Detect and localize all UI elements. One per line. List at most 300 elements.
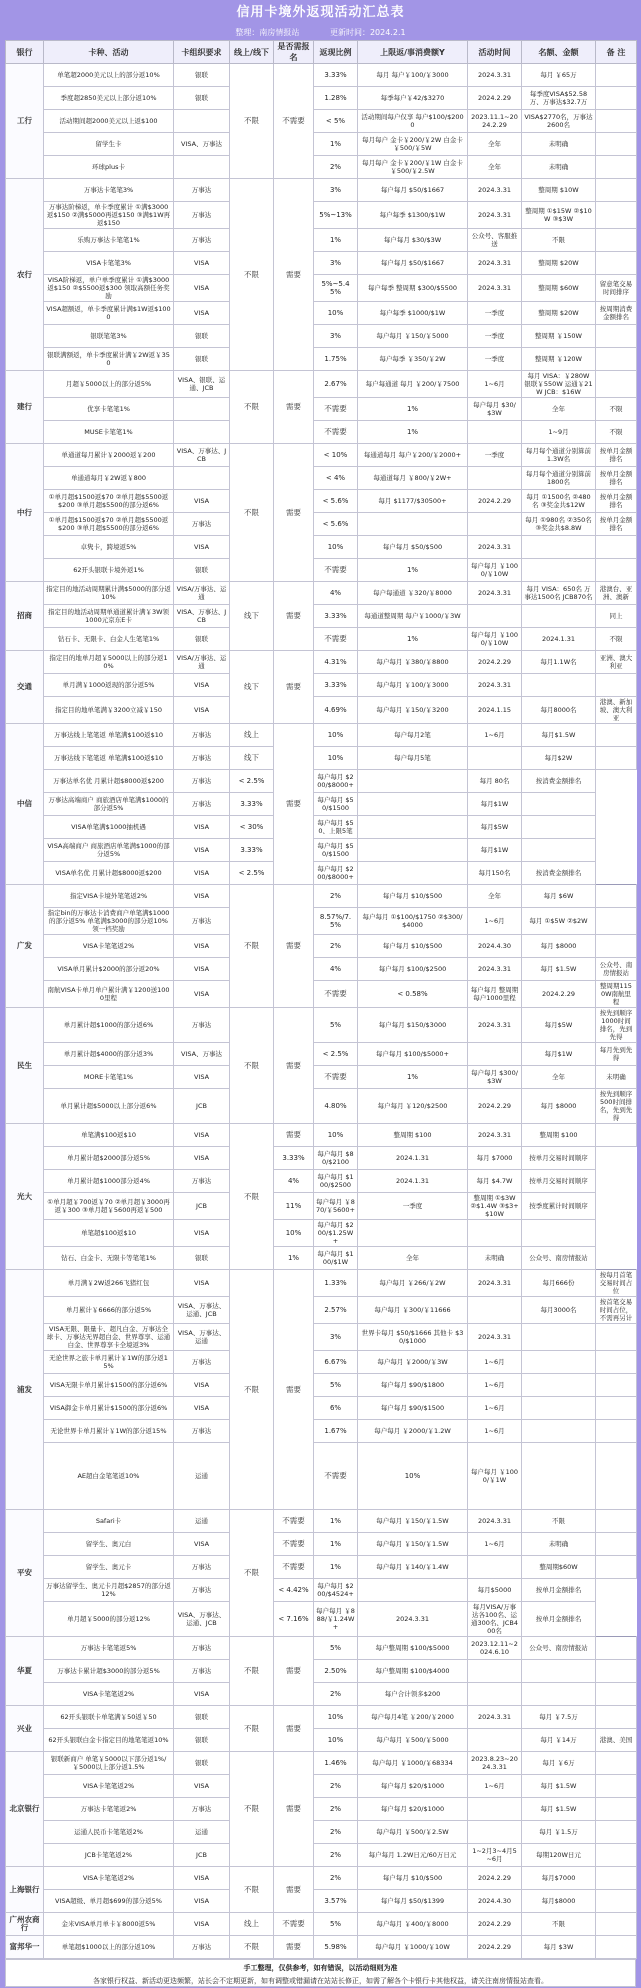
activity-time: 2024.3.31 — [468, 1270, 522, 1297]
cap-amount: 每户每月 整周期 每户1000里程 — [468, 981, 522, 1008]
card-org: VISA — [174, 1867, 230, 1890]
rebate-rate: 1.46% — [314, 1752, 358, 1775]
signup-required: 不需要 — [314, 398, 358, 421]
card-activity: 万事达卡笔笔3% — [44, 179, 174, 202]
card-activity: ①单月超$1500返$70 ②单月超$5500返$200 ③单月超$5500的部分返6% — [44, 490, 174, 513]
card-activity: 单笔超2000美元以上的部分返10% — [44, 64, 174, 87]
card-activity: VISA超额返，单卡季度累计满$1W返$1000 — [44, 302, 174, 325]
footer-disclaimer: 手工整理，仅供参考，如有错误，以活动细则为准 — [243, 1964, 398, 1972]
remark — [596, 1124, 637, 1147]
activity-time: 2024.3.31 — [468, 179, 522, 202]
rebate-rate: 3% — [314, 1324, 358, 1351]
card-activity: VISA单月累计$2000的部分返20% — [44, 958, 174, 981]
card-activity: 单月超￥5000的部分返12% — [44, 1602, 174, 1637]
card-activity: VISA阶梯返，单户单季度累计 ①满$3000返$150 ②$5500返$300 领取高额任务奖励 — [44, 275, 174, 302]
activity-time: 2024.2.29 — [468, 1936, 522, 1959]
card-org: VISA — [174, 1066, 230, 1089]
cap-amount: 每户每月 ￥120/$2500 — [358, 1089, 468, 1124]
activity-time: 全年 — [468, 885, 522, 908]
activity-time — [358, 816, 468, 839]
cap-amount: 每户每季 ￥350/￥2W — [358, 348, 468, 371]
remark — [596, 202, 637, 229]
cap-amount: 每户每月 $30/$3W — [468, 398, 522, 421]
remark: 按单月交易时间顺序 — [522, 1147, 596, 1170]
cap-amount: 每户每月 ￥1000/￥1W — [468, 1443, 522, 1510]
bank-name: 光大 — [6, 1124, 44, 1270]
remark: 港澳、美国 — [596, 1729, 637, 1752]
remark — [596, 1324, 637, 1351]
quota-amount: 每月1.1W名 — [522, 651, 596, 674]
activity-time: 2023.11.1~2024.2.29 — [468, 110, 522, 133]
card-org: VISA — [174, 1890, 230, 1913]
activity-time — [468, 1043, 522, 1066]
cap-amount: 每户每月 ￥1000/￥10W — [468, 559, 522, 582]
bank-name: 建行 — [6, 371, 44, 444]
rebate-rate: 3.33% — [314, 605, 358, 628]
quota-amount: 每月 ￥14万 — [522, 1729, 596, 1752]
card-activity: 62开头银联白金卡指定目的地笔笔返10% — [44, 1729, 174, 1752]
activity-time: 2024.3.31 — [468, 1324, 522, 1351]
card-org: 银联 — [174, 1247, 230, 1270]
card-org: 万事达 — [174, 1556, 230, 1579]
remark — [596, 87, 637, 110]
table-row — [6, 1798, 637, 1821]
activity-time: 1~2月3~4月5~6月 — [468, 1844, 522, 1867]
footer — [5, 1959, 636, 1987]
card-activity: 环球plus卡 — [44, 156, 174, 179]
activity-time: 2023.8.23~2024.3.31 — [468, 1752, 522, 1775]
card-activity: AE超白金笔笔返10% — [44, 1443, 174, 1510]
quota-amount: 每季度VISA$52.58万、万事达$32.7万 — [522, 87, 596, 110]
card-org: 万事达 — [174, 1637, 230, 1660]
table-row — [6, 1890, 637, 1913]
table-row — [6, 1752, 637, 1775]
activity-time — [468, 1798, 522, 1821]
card-org: 银联 — [174, 1752, 230, 1775]
online-offline: 不限 — [230, 885, 274, 1008]
card-activity: 万事达卡笔笔返5% — [44, 1637, 174, 1660]
bank-name: 富邦华一 — [6, 1936, 44, 1959]
online-offline: 不限 — [230, 1936, 274, 1959]
card-activity: JCB卡笔笔返2% — [44, 1844, 174, 1867]
rebate-rate: 2% — [314, 1798, 358, 1821]
card-activity: VISA单名优 月累计超$8000返$200 — [44, 862, 174, 885]
activity-time: 2024.3.31 — [468, 1510, 522, 1533]
cap-amount: 每户每月 $10/$500 — [358, 1867, 468, 1890]
quota-amount: 整周期 ￥120W — [522, 348, 596, 371]
activity-time — [358, 862, 468, 885]
card-org: VISA — [174, 1913, 230, 1936]
remark: 按单月金额排名 — [596, 490, 637, 513]
online-offline: 不限 — [230, 1752, 274, 1867]
card-activity: VISA卡笔笔3% — [44, 252, 174, 275]
table-row — [6, 1913, 637, 1936]
quota-amount: 不限 — [522, 1913, 596, 1936]
quota-amount: 每期120W日元 — [522, 1844, 596, 1867]
card-org: JCB — [174, 1089, 230, 1124]
cap-amount: 每户每月 $50、上限5笔 — [314, 816, 358, 839]
rebate-rate: < 2.5% — [230, 862, 274, 885]
card-activity: Safari卡 — [44, 1510, 174, 1533]
quota-amount — [522, 1683, 596, 1706]
card-org: 运通 — [174, 1510, 230, 1533]
table-row — [6, 371, 637, 398]
table-row — [6, 935, 637, 958]
card-activity: 指定目的地活动周期单通道累计满￥3W领1000元京东E卡 — [44, 605, 174, 628]
rebate-rate: 4% — [314, 958, 358, 981]
table-row — [6, 1821, 637, 1844]
card-activity: 钻石卡、无限卡、白金人生笔笔1% — [44, 628, 174, 651]
remark: 按单月交易时间顺序 — [522, 1170, 596, 1193]
table-row — [6, 1247, 637, 1270]
quota-amount: 未明确 — [468, 1247, 522, 1270]
rebate-rate: 5% — [314, 1913, 358, 1936]
card-activity: 单月累计￥6666的部分返5% — [44, 1297, 174, 1324]
remark — [596, 1683, 637, 1706]
card-org: 银联 — [174, 1706, 230, 1729]
online-offline: 不限 — [230, 1510, 274, 1637]
quota-amount: 每月 $8000 — [522, 1089, 596, 1124]
remark: 每月先到先得 — [596, 1043, 637, 1066]
signup-required: 需要 — [274, 582, 314, 651]
quota-amount: 每月$1.5W — [522, 724, 596, 747]
online-offline: 不限 — [230, 1867, 274, 1913]
quota-amount: 未明确 — [522, 156, 596, 179]
table-row — [6, 1374, 637, 1397]
cap-amount: 每户每月4笔 ￥200/￥2000 — [358, 1706, 468, 1729]
cap-amount: 每户每月 ￥500/￥5000 — [358, 1729, 468, 1752]
table-row — [6, 605, 637, 628]
rebate-rate: 1% — [358, 421, 468, 444]
quota-amount — [522, 1374, 596, 1397]
rebate-rate: 4.69% — [314, 697, 358, 724]
remark — [596, 348, 637, 371]
rebate-rate: 6% — [314, 1397, 358, 1420]
rebate-rate: 4.80% — [314, 1089, 358, 1124]
bank-name: 浦发 — [6, 1270, 44, 1510]
activity-time: 2024.1.31 — [358, 1147, 468, 1170]
quota-amount: 每月 $7000 — [468, 1147, 522, 1170]
cap-amount: 每户每月 $50/$500 — [358, 536, 468, 559]
bank-name: 北京银行 — [6, 1752, 44, 1867]
card-activity: 指定bin的万事达卡消费商户单笔满$1000的部分返5% 单笔满$3000的部分返10% 领一档奖励 — [44, 908, 174, 935]
card-activity: MORE卡笔笔1% — [44, 1066, 174, 1089]
card-org: 万事达 — [174, 202, 230, 229]
bank-name: 兴业 — [6, 1706, 44, 1752]
rebate-rate: 10% — [274, 1220, 314, 1247]
rebate-rate: 2% — [314, 156, 358, 179]
card-activity: VISA卡笔笔返2% — [44, 935, 174, 958]
activity-time: 2024.3.31 — [358, 1602, 468, 1637]
rebate-rate: < 2.5% — [230, 770, 274, 793]
activity-time — [358, 1220, 468, 1247]
rebate-rate: 4% — [274, 1170, 314, 1193]
table-row — [6, 252, 637, 275]
table-row — [6, 1602, 637, 1637]
table-row — [6, 1170, 637, 1193]
card-activity: 单月累计超$2000部分返5% — [44, 1147, 174, 1170]
card-activity: 万事达线下笔笔返 单笔满$100返$10 — [44, 747, 174, 770]
bank-name: 广州农商行 — [6, 1913, 44, 1936]
cap-amount: 每户每季 整周期 $300/$5500 — [358, 275, 468, 302]
activity-time: 全年 — [522, 1066, 596, 1089]
cap-amount: 每户每月 ￥1000/￥10W — [358, 1936, 468, 1959]
signup-required: 不需要 — [274, 1533, 314, 1556]
table-row — [6, 1324, 637, 1351]
cap-amount: 每户每月 $100/$5000+ — [358, 1043, 468, 1066]
cap-amount — [358, 513, 468, 536]
table-row — [6, 958, 637, 981]
cap-amount: 每户每月 $100/$2500 — [314, 1170, 358, 1193]
quota-amount: 不限 — [596, 398, 637, 421]
quota-amount: 每月$5W — [468, 816, 522, 839]
signup-required: 需要 — [274, 1270, 314, 1510]
card-org: 万事达 — [174, 1579, 230, 1602]
card-org: VISA — [174, 1775, 230, 1798]
card-org — [174, 156, 230, 179]
card-activity: VISA高端商户 商旅酒店单笔满$1000的部分返5% — [44, 839, 174, 862]
remark: 按单月金额排名 — [596, 444, 637, 467]
card-org: VISA — [174, 1374, 230, 1397]
card-activity: 指定VISA卡境外笔笔返2% — [44, 885, 174, 908]
signup-required: 需要 — [274, 1706, 314, 1752]
cap-amount: 每户每月 ￥150/￥1.5W — [358, 1533, 468, 1556]
card-org: 银联 — [174, 1729, 230, 1752]
cap-amount: 每户每月 $100/$2500 — [358, 958, 468, 981]
activity-time: 1~6月 — [468, 1374, 522, 1397]
activity-time — [358, 770, 468, 793]
cap-amount: 每户每月 ①$100/$1750 ②$300/$4000 — [358, 908, 468, 935]
rebate-rate: 3.33% — [230, 839, 274, 862]
rebate-rate: < 4% — [314, 467, 358, 490]
activity-time: 一季度 — [468, 444, 522, 467]
quota-amount: 不限 — [596, 421, 637, 444]
cap-amount: 每通道每月 ￥800/￥2W+ — [358, 467, 468, 490]
activity-time: 全年 — [358, 1247, 468, 1270]
card-org: 万事达 — [174, 770, 230, 793]
cap-amount: 每户每月 $30/$3W — [358, 229, 468, 252]
table-row — [6, 536, 637, 559]
card-org: 万事达 — [174, 1660, 230, 1683]
quota-amount: 每月 $1.5W — [522, 1775, 596, 1798]
online-offline: 不限 — [230, 179, 274, 371]
table-row — [6, 467, 637, 490]
card-activity: 万事达高端商户 商旅酒店单笔满$1000的部分返5% — [44, 793, 174, 816]
activity-time — [468, 513, 522, 536]
remark — [596, 1844, 637, 1867]
card-activity: 留学生、奥元白 — [44, 1533, 174, 1556]
quota-amount: 每月 $6W — [522, 885, 596, 908]
activity-time — [522, 559, 596, 582]
signup-required: 不需要 — [314, 1066, 358, 1089]
card-activity: VISA单笔满$1000抽机遇 — [44, 816, 174, 839]
signup-required: 不需要 — [314, 628, 358, 651]
table-row — [6, 1867, 637, 1890]
signup-required: 需要 — [274, 1936, 314, 1959]
card-activity: VISA卡笔笔返2% — [44, 1867, 174, 1890]
card-org: 万事达 — [174, 793, 230, 816]
quota-amount: 整周期 $100 — [522, 1124, 596, 1147]
remark: 按先到顺序1000时间排名，先到先得 — [596, 1008, 637, 1043]
activity-time: 2024.3.31 — [468, 582, 522, 605]
table-row — [6, 1066, 637, 1089]
activity-time: 2024.2.29 — [468, 490, 522, 513]
remark — [596, 1351, 637, 1374]
cap-amount: 每月每户 金卡￥200/￥1W 白金卡￥500/￥2.5W — [358, 156, 468, 179]
page-frame — [5, 0, 636, 1985]
card-org: 万事达 — [174, 1351, 230, 1374]
card-org: VISA — [174, 275, 230, 302]
card-activity: 金米VISA单月单卡￥8000返5% — [44, 1913, 174, 1936]
card-activity: 62开头银联卡单笔满￥50返￥50 — [44, 1706, 174, 1729]
table-row — [6, 697, 637, 724]
cap-amount: 每户每月 ￥140/￥1.4W — [358, 1556, 468, 1579]
signup-required: 需要 — [274, 444, 314, 582]
card-org: VISA — [174, 935, 230, 958]
card-org: VISA — [174, 536, 230, 559]
table-row — [6, 839, 637, 862]
cap-amount: 每户每月 ￥266/￥2W — [358, 1270, 468, 1297]
activity-time — [358, 839, 468, 862]
card-org: VISA — [174, 862, 230, 885]
cap-amount: 整周期 $100 — [358, 1124, 468, 1147]
card-activity: 单月满￥1000返现的部分返5% — [44, 674, 174, 697]
card-activity: 单笔超$100返$10 — [44, 1220, 174, 1247]
card-org: VISA — [174, 1124, 230, 1147]
card-org: VISA — [174, 885, 230, 908]
rebate-rate: < 4.42% — [274, 1579, 314, 1602]
activity-time: 1~9月 — [522, 421, 596, 444]
signup-required: 不需要 — [314, 421, 358, 444]
card-activity: 活动期间超2000美元以上返$100 — [44, 110, 174, 133]
card-activity: 银联满额返，单卡季度累计满￥2W返￥350 — [44, 348, 174, 371]
card-org: 银联 — [174, 325, 230, 348]
card-org: 运通 — [174, 1821, 230, 1844]
signup-required: 需要 — [274, 179, 314, 371]
table-row — [6, 770, 637, 793]
remark — [596, 885, 637, 908]
cap-amount: 每户每月 $90/$1800 — [358, 1374, 468, 1397]
updated-label: 更新时间：2024.2.1 — [329, 28, 406, 37]
header-row — [6, 41, 637, 64]
cap-amount: 世界卡每月 $50/$1666 其他卡 $30/$1000 — [358, 1324, 468, 1351]
card-activity: 单笔满$100返$10 — [44, 1124, 174, 1147]
remark — [596, 1374, 637, 1397]
cap-amount: 每户每月 $80/$2100 — [314, 1147, 358, 1170]
remark: 按消费金额排名 — [522, 770, 596, 793]
remark — [596, 935, 637, 958]
rebate-rate: < 7.16% — [274, 1602, 314, 1637]
remark — [596, 674, 637, 697]
card-activity: 钻石、白金卡、无限卡等笔笔1% — [44, 1247, 174, 1270]
signup-required: 不需要 — [274, 1913, 314, 1936]
card-activity: 单通道每月￥2W返￥800 — [44, 467, 174, 490]
signup-required: 不需要 — [314, 981, 358, 1008]
remark — [522, 1220, 596, 1247]
table-row — [6, 862, 637, 885]
card-org: 银联 — [174, 559, 230, 582]
remark: 按首笔交易时间占位，不需再另计 — [596, 1297, 637, 1324]
activity-time — [522, 1443, 596, 1510]
table-row — [6, 156, 637, 179]
activity-time: 1~6月 — [468, 1533, 522, 1556]
cap-amount: 每户每季 $1300/$1W — [358, 202, 468, 229]
activity-time: 2024.3.31 — [468, 674, 522, 697]
rebate-rate: 6.67% — [314, 1351, 358, 1374]
remark — [596, 1637, 637, 1660]
table-row — [6, 747, 637, 770]
card-org: VISA — [174, 1270, 230, 1297]
quota-amount: 每月 $8000 — [522, 935, 596, 958]
remark: 港澳台、亚洲、澳新 — [596, 582, 637, 605]
card-activity: 万事达阶梯返，单卡季度累计 ①满$3000返$150 ②满$5000再返$150 ③满$1W再返$150 — [44, 202, 174, 229]
card-org: VISA — [174, 1533, 230, 1556]
table-row — [6, 133, 637, 156]
table-row — [6, 1775, 637, 1798]
quota-amount: 未明确 — [522, 1533, 596, 1556]
card-activity: 无论世界卡单月累计￥1W的部分返15% — [44, 1420, 174, 1443]
quota-amount: 每月 ￥65万 — [522, 64, 596, 87]
card-activity: VISA卡笔笔返2% — [44, 1683, 174, 1706]
remark — [596, 252, 637, 275]
table-row — [6, 674, 637, 697]
quota-amount: 每月每个通道分别算前1.3W名 — [522, 444, 596, 467]
table-row — [6, 64, 637, 87]
rebate-rate: 10% — [358, 1443, 468, 1510]
table-row — [6, 885, 637, 908]
quota-amount: 每月3000名 — [522, 1297, 596, 1324]
quota-amount — [596, 1443, 637, 1510]
activity-time: 2024.1.31 — [522, 628, 596, 651]
card-activity: 万事达留学生、奥元卡月超$2857的部分返12% — [44, 1579, 174, 1602]
remark — [596, 1890, 637, 1913]
cap-amount: 每户每月 ￥888/￥1.24W+ — [314, 1602, 358, 1637]
card-activity: 单通道每月累计￥2000返￥200 — [44, 444, 174, 467]
table-row — [6, 1147, 637, 1170]
rebate-rate: 5%~5.45% — [314, 275, 358, 302]
header-note: 备 注 — [596, 41, 637, 64]
header-org: 卡组织要求 — [174, 41, 230, 64]
online-offline: 线上 — [230, 724, 274, 747]
remark: 按周期消费金额排名 — [596, 302, 637, 325]
card-activity: 单笔超$1000以上的部分返10% — [44, 1936, 174, 1959]
rebate-rate: 3.33% — [314, 674, 358, 697]
card-activity: 单月累计超$1000部分返4% — [44, 1170, 174, 1193]
card-org: 银联 — [174, 628, 230, 651]
cap-amount: 每户每月2笔 — [358, 724, 468, 747]
rebate-rate: 5% — [314, 1374, 358, 1397]
rebate-rate: 10% — [314, 724, 358, 747]
card-org: VISA — [174, 839, 230, 862]
rebate-rate: 5% — [314, 1008, 358, 1043]
cap-amount: 每户每月 ￥150/￥1.5W — [358, 1510, 468, 1533]
header-rate: 返现比例 — [314, 41, 358, 64]
cap-amount: 每户每通道 ￥320/￥8000 — [358, 582, 468, 605]
remark: 按消费金额排名 — [522, 862, 596, 885]
card-org: VISA、万事达、JCB — [174, 444, 230, 467]
table-row — [6, 421, 637, 444]
card-activity: 银联新商户 单笔￥5000以下部分返1%/￥5000以上部分返1.5% — [44, 1752, 174, 1775]
card-org: 万事达 — [174, 513, 230, 536]
rebate-rate: 8.57%/7.5% — [314, 908, 358, 935]
card-activity: 月超￥5000以上的部分返5% — [44, 371, 174, 398]
table-row — [6, 793, 637, 816]
remark — [596, 747, 637, 770]
quota-amount: 整周期$60W — [522, 1556, 596, 1579]
activity-time — [468, 1683, 522, 1706]
activity-time: 2024.2.29 — [522, 981, 596, 1008]
quota-amount: 每月 $3W — [522, 1936, 596, 1959]
